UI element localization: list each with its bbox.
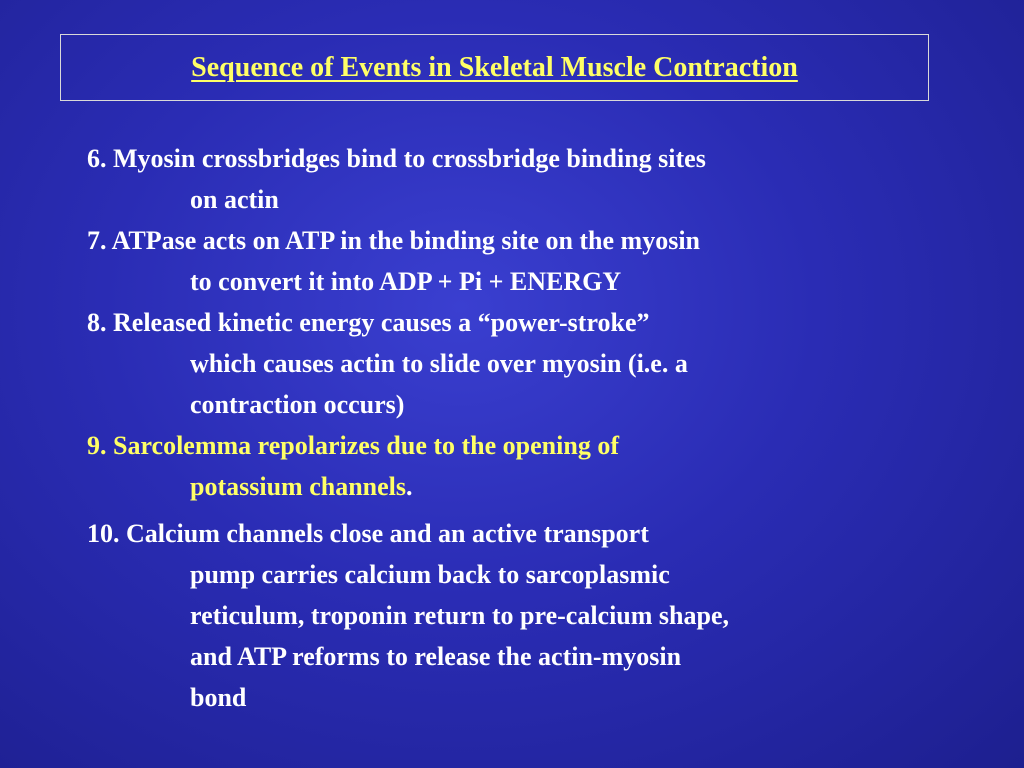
list-item-line: 7. ATPase acts on ATP in the binding site on the myosin — [87, 226, 701, 255]
list-item-line: which causes actin to slide over myosin (i.e. a — [190, 349, 688, 378]
list-item-line: on actin — [190, 185, 279, 214]
trailing-period: . — [406, 472, 413, 501]
list-item-8 — [87, 302, 927, 425]
content-list — [87, 138, 927, 718]
list-item-line: contraction occurs) — [190, 390, 405, 419]
list-item-line: to convert it into ADP + Pi + ENERGY — [190, 267, 622, 296]
list-item-line-text: potassium channels — [190, 472, 406, 501]
list-item-7 — [87, 220, 927, 302]
list-item-line: bond — [190, 683, 247, 712]
list-item-line: and ATP reforms to release the actin-myosin — [190, 642, 682, 671]
list-item-line: reticulum, troponin return to pre-calcium shape, — [190, 601, 730, 630]
list-item-10 — [87, 513, 927, 718]
list-item-line: 9. Sarcolemma repolarizes due to the opening of — [87, 431, 619, 460]
title-box — [60, 34, 929, 101]
list-item-line: 6. Myosin crossbridges bind to crossbridge binding sites — [87, 144, 706, 173]
list-item-line — [87, 466, 927, 507]
list-item-line: pump carries calcium back to sarcoplasmic — [190, 560, 670, 589]
list-item-6 — [87, 138, 927, 220]
list-item-line: 10. Calcium channels close and an active transport — [87, 519, 649, 548]
list-item-line: 8. Released kinetic energy causes a “power-stroke” — [87, 308, 650, 337]
slide-title: Sequence of Events in Skeletal Muscle Contraction — [191, 51, 798, 83]
list-item-9 — [87, 425, 927, 507]
